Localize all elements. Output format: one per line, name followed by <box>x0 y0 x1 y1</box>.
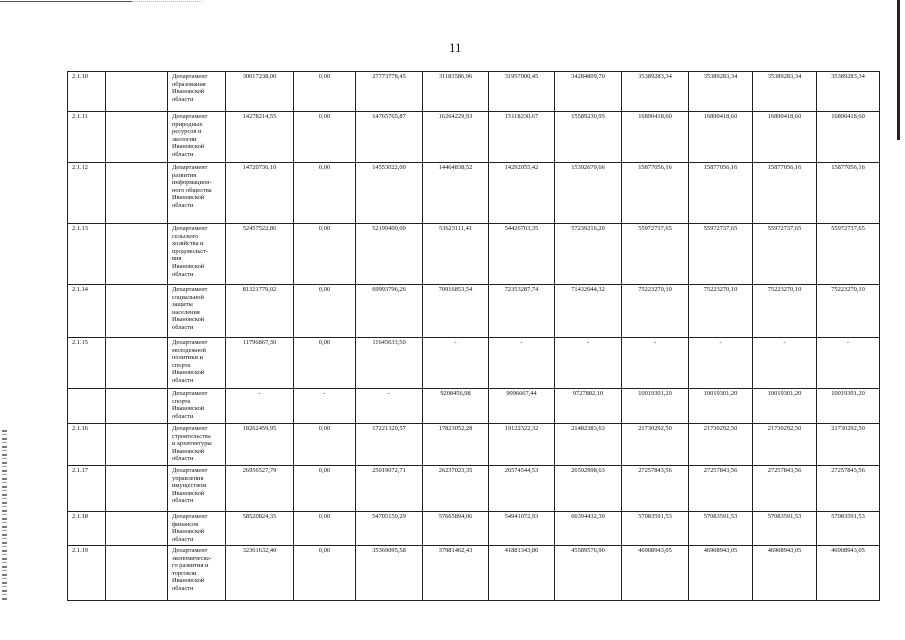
value-cell: 55972737,65 <box>622 224 689 285</box>
value-cell: 18262459,95 <box>226 424 294 466</box>
value-cell: 31183586,96 <box>423 72 489 112</box>
department-name-line: информацион- <box>172 179 212 187</box>
top-rule-faint <box>132 1 202 2</box>
department-name <box>168 512 226 546</box>
row-code: 2.1.17 <box>68 466 106 512</box>
value-cell: 0,00 <box>294 424 356 466</box>
value-cell: 26237023,35 <box>423 466 489 512</box>
department-name-line: области <box>172 584 194 592</box>
blank-cell <box>106 72 168 112</box>
department-name-line: развития <box>172 171 197 179</box>
value-cell: 14765765,87 <box>356 112 423 163</box>
scan-edge <box>897 0 900 140</box>
department-name-line: Департамент <box>172 164 208 171</box>
department-name-line: Департамент <box>172 113 208 120</box>
value-cell: 14278214,55 <box>226 112 294 163</box>
value-cell: 26592998,63 <box>555 466 622 512</box>
value-cell: 10019301,20 <box>817 389 880 424</box>
department-name-line: области <box>172 270 194 278</box>
value-cell: 15877056,16 <box>753 163 817 224</box>
department-name-line: области <box>172 95 194 103</box>
top-rule <box>0 1 132 2</box>
value-cell: 35389283,34 <box>753 72 817 112</box>
department-name-line: финансов <box>172 520 199 528</box>
department-name-line: управления <box>172 474 204 482</box>
blank-cell <box>106 338 168 389</box>
value-cell: 55972737,65 <box>817 224 880 285</box>
value-cell: 26956527,79 <box>226 466 294 512</box>
blank-cell <box>106 466 168 512</box>
value-cell: 0,00 <box>294 512 356 546</box>
value-cell: 15877056,16 <box>689 163 753 224</box>
row-code: 2.1.11 <box>68 112 106 163</box>
value-cell: 72353287,74 <box>489 285 555 338</box>
value-cell: - <box>555 338 622 389</box>
department-name-line: социальной <box>172 293 204 301</box>
value-cell: 0,00 <box>294 163 356 224</box>
value-cell: 0,00 <box>294 466 356 512</box>
department-name-line: Ивановской <box>172 369 205 377</box>
value-cell: 14292055,42 <box>489 163 555 224</box>
blank-cell <box>106 224 168 285</box>
value-cell: 45589576,90 <box>555 546 622 601</box>
value-cell: - <box>423 338 489 389</box>
department-name-line: спорта <box>172 397 191 405</box>
department-name-line: ного общества <box>172 186 212 194</box>
value-cell: 15392679,66 <box>555 163 622 224</box>
row-code: 2.1.18 <box>68 512 106 546</box>
table-row <box>68 112 880 163</box>
value-cell: 27773778,45 <box>356 72 423 112</box>
value-cell: 16890418,60 <box>622 112 689 163</box>
department-name-line: экологии <box>172 135 197 143</box>
value-cell: 17221320,57 <box>356 424 423 466</box>
value-cell: 55972737,65 <box>753 224 817 285</box>
table-row <box>68 163 880 224</box>
department-name-line: образования <box>172 80 206 88</box>
value-cell: 0,00 <box>294 112 356 163</box>
value-cell: - <box>753 338 817 389</box>
row-code: 2.1.19 <box>68 546 106 601</box>
blank-cell <box>106 512 168 546</box>
department-name-line: области <box>172 412 194 420</box>
value-cell: 17823052,28 <box>423 424 489 466</box>
department-name-line: го развития и <box>172 562 209 570</box>
value-cell: 31957000,45 <box>489 72 555 112</box>
value-cell: - <box>622 338 689 389</box>
value-cell: 0,00 <box>294 546 356 601</box>
value-cell: 15877056,16 <box>622 163 689 224</box>
value-cell: 10019301,20 <box>622 389 689 424</box>
department-name-line: Ивановской <box>172 194 205 202</box>
value-cell: - <box>489 338 555 389</box>
value-cell: 41881343,80 <box>489 546 555 601</box>
value-cell: 46908943,05 <box>817 546 880 601</box>
department-name-line: защиты <box>172 301 193 309</box>
value-cell: 21730292,50 <box>622 424 689 466</box>
value-cell: 30017238,00 <box>226 72 294 112</box>
department-name-line: области <box>172 201 194 209</box>
value-cell: 27257843,56 <box>753 466 817 512</box>
blank-cell <box>106 112 168 163</box>
department-name-line: сельского <box>172 232 199 240</box>
table-row <box>68 546 880 601</box>
blank-cell <box>106 424 168 466</box>
table-row <box>68 389 880 424</box>
value-cell: 35369095,58 <box>356 546 423 601</box>
value-cell: 27257843,56 <box>622 466 689 512</box>
value-cell: 0,00 <box>294 285 356 338</box>
department-name <box>168 546 226 601</box>
department-name-line: Ивановской <box>172 447 205 455</box>
department-name-line: Департамент <box>172 73 208 80</box>
department-name-line: вия <box>172 255 182 263</box>
value-cell: 10019301,20 <box>753 389 817 424</box>
value-cell: 57083591,53 <box>689 512 753 546</box>
department-name-line: Ивановской <box>172 405 205 413</box>
value-cell: 57083591,53 <box>817 512 880 546</box>
value-cell: 81321779,02 <box>226 285 294 338</box>
value-cell: 11796867,30 <box>226 338 294 389</box>
value-cell: 27257843,56 <box>689 466 753 512</box>
department-name-line: Департамент <box>172 547 208 554</box>
department-name-line: Департамент <box>172 339 208 346</box>
department-name-line: населения <box>172 308 200 316</box>
value-cell: 70916853,54 <box>423 285 489 338</box>
row-code: 2.1.15 <box>68 338 106 389</box>
department-name <box>168 285 226 338</box>
value-cell: 9096667,44 <box>489 389 555 424</box>
table-row <box>68 466 880 512</box>
row-code: 2.1.10 <box>68 72 106 112</box>
department-name-line: Департамент <box>172 390 208 397</box>
value-cell: 16264229,93 <box>423 112 489 163</box>
department-name <box>168 389 226 424</box>
budget-table-body <box>68 72 880 601</box>
value-cell: 35389283,34 <box>622 72 689 112</box>
table-row <box>68 512 880 546</box>
value-cell: 71432044,32 <box>555 285 622 338</box>
department-name <box>168 72 226 112</box>
value-cell: 21482383,63 <box>555 424 622 466</box>
value-cell: 69993796,26 <box>356 285 423 338</box>
value-cell: 21730292,50 <box>689 424 753 466</box>
value-cell: 46908943,05 <box>689 546 753 601</box>
value-cell: 37981462,43 <box>423 546 489 601</box>
department-name-line: молодежной <box>172 346 206 354</box>
value-cell: 0,00 <box>294 72 356 112</box>
value-cell: 55972737,65 <box>689 224 753 285</box>
department-name <box>168 424 226 466</box>
value-cell: 52199400,00 <box>356 224 423 285</box>
department-name-line: Ивановской <box>172 88 205 96</box>
value-cell: 32361632,40 <box>226 546 294 601</box>
department-name-line: Департамент <box>172 225 208 232</box>
department-name-line: Ивановской <box>172 489 205 497</box>
value-cell: 0,00 <box>294 224 356 285</box>
department-name <box>168 224 226 285</box>
department-name-line: области <box>172 535 194 543</box>
table-row <box>68 338 880 389</box>
table-row <box>68 224 880 285</box>
department-name-line: области <box>172 455 194 463</box>
value-cell: 14464838,52 <box>423 163 489 224</box>
value-cell: 10019301,20 <box>689 389 753 424</box>
value-cell: - <box>689 338 753 389</box>
department-name-line: Ивановской <box>172 528 205 536</box>
value-cell: 75223270,10 <box>689 285 753 338</box>
blank-cell <box>106 285 168 338</box>
value-cell: 35389283,34 <box>689 72 753 112</box>
value-cell: 15589230,95 <box>555 112 622 163</box>
value-cell: 75223270,10 <box>817 285 880 338</box>
value-cell: 54705159,29 <box>356 512 423 546</box>
department-name-line: спорта <box>172 361 191 369</box>
department-name-line: Департамент <box>172 286 208 293</box>
department-name-line: строительства <box>172 432 211 440</box>
department-name-line: Ивановской <box>172 577 205 585</box>
value-cell: 66394432,30 <box>555 512 622 546</box>
value-cell: 46908943,05 <box>753 546 817 601</box>
row-code: 2.1.13 <box>68 224 106 285</box>
department-name-line: имуществом <box>172 482 207 490</box>
department-name-line: продовольст- <box>172 247 209 255</box>
value-cell: 15877056,16 <box>817 163 880 224</box>
department-name <box>168 338 226 389</box>
value-cell: 9727882,10 <box>555 389 622 424</box>
value-cell: 35389283,34 <box>817 72 880 112</box>
value-cell: - <box>226 389 294 424</box>
value-cell: 75223270,10 <box>622 285 689 338</box>
table-row <box>68 285 880 338</box>
value-cell: 16890418,60 <box>753 112 817 163</box>
value-cell: 26574544,53 <box>489 466 555 512</box>
department-name <box>168 163 226 224</box>
value-cell: 75223270,10 <box>753 285 817 338</box>
department-name-line: политики и <box>172 354 203 362</box>
department-name-line: области <box>172 323 194 331</box>
value-cell: 14720736,10 <box>226 163 294 224</box>
value-cell: - <box>356 389 423 424</box>
department-name-line: Ивановской <box>172 143 205 151</box>
department-name-line: экономическо- <box>172 554 212 562</box>
department-name-line: Департамент <box>172 425 208 432</box>
department-name-line: Ивановской <box>172 262 205 270</box>
value-cell: 0,00 <box>294 338 356 389</box>
department-name <box>168 112 226 163</box>
value-cell: 14553022,00 <box>356 163 423 224</box>
value-cell: 57083591,53 <box>753 512 817 546</box>
value-cell: 16890418,60 <box>689 112 753 163</box>
department-name <box>168 466 226 512</box>
department-name-line: Ивановской <box>172 316 205 324</box>
value-cell: 19122322,32 <box>489 424 555 466</box>
value-cell: 57239216,20 <box>555 224 622 285</box>
value-cell: 53623111,41 <box>423 224 489 285</box>
value-cell: - <box>294 389 356 424</box>
department-name-line: области <box>172 376 194 384</box>
blank-cell <box>106 163 168 224</box>
value-cell: 9208456,98 <box>423 389 489 424</box>
department-name-line: области <box>172 150 194 158</box>
value-cell: 16890418,60 <box>817 112 880 163</box>
row-code: 2.1.14 <box>68 285 106 338</box>
value-cell: 27257843,56 <box>817 466 880 512</box>
value-cell: 15118230,67 <box>489 112 555 163</box>
value-cell: 54941072,93 <box>489 512 555 546</box>
row-code: 2.1.12 <box>68 163 106 224</box>
value-cell: 57083591,53 <box>622 512 689 546</box>
value-cell: 21730292,50 <box>817 424 880 466</box>
blank-cell <box>106 546 168 601</box>
blank-cell <box>106 389 168 424</box>
department-name-line: торговли <box>172 569 197 577</box>
value-cell: 21730292,50 <box>753 424 817 466</box>
table-row <box>68 72 880 112</box>
value-cell: 58520824,35 <box>226 512 294 546</box>
department-name-line: природных <box>172 120 203 128</box>
value-cell: - <box>817 338 880 389</box>
value-cell: 34284809,70 <box>555 72 622 112</box>
value-cell: 46908943,05 <box>622 546 689 601</box>
department-name-line: Департамент <box>172 513 208 520</box>
department-name-line: и архитектуры <box>172 440 212 448</box>
table-row <box>68 424 880 466</box>
page-number: 11 <box>449 40 462 55</box>
department-name-line: области <box>172 497 194 505</box>
row-code <box>68 389 106 424</box>
value-cell: 57665894,06 <box>423 512 489 546</box>
value-cell: 11645633,50 <box>356 338 423 389</box>
value-cell: 25019072,71 <box>356 466 423 512</box>
scan-margin-marks <box>2 430 7 600</box>
value-cell: 54426703,35 <box>489 224 555 285</box>
value-cell: 52457522,86 <box>226 224 294 285</box>
department-name-line: ресурсов и <box>172 128 202 136</box>
department-name-line: хозяйства и <box>172 240 204 248</box>
budget-table <box>67 71 880 601</box>
department-name-line: Департамент <box>172 467 208 474</box>
row-code: 2.1.16 <box>68 424 106 466</box>
